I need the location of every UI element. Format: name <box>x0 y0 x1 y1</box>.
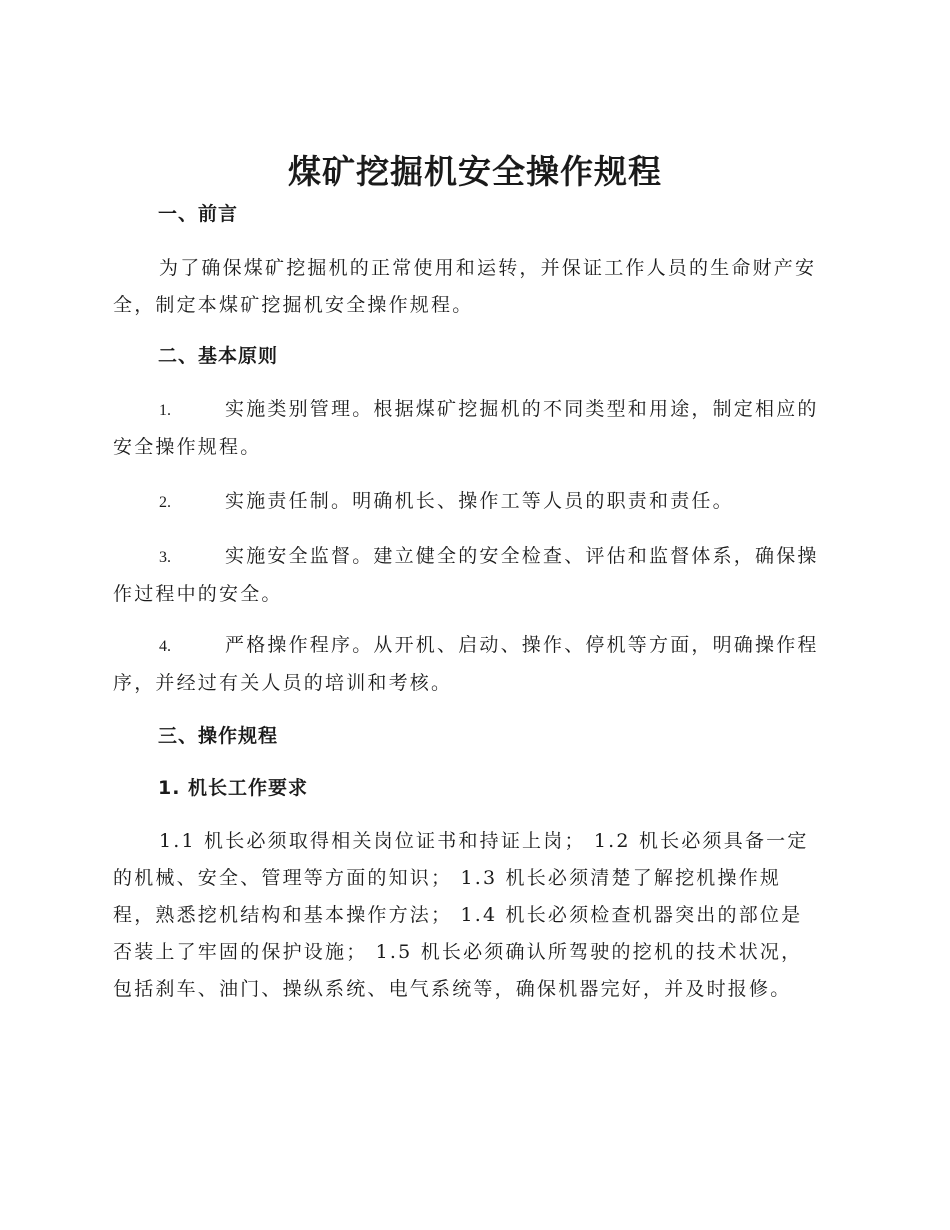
paragraph-line: 程，熟悉挖机结构和基本操作方法； 1.4 机长必须检查机器突出的部位是 <box>113 904 803 926</box>
item-text: 实施责任制。明确机长、操作工等人员的职责和责任。 <box>225 490 734 512</box>
paragraph-line: 为了确保煤矿挖掘机的正常使用和运转，并保证工作人员的生命财产安 <box>159 257 817 279</box>
item-number: 4. <box>159 638 171 655</box>
principle-item-4 <box>113 627 833 702</box>
section-heading-principles: 二、基本原则 <box>158 345 279 367</box>
principle-item-3 <box>113 538 833 613</box>
paragraph-line: 包括刹车、油门、操纵系统、电气系统等，确保机器完好，并及时报修。 <box>113 978 792 1000</box>
item-text-continued: 序，并经过有关人员的培训和考核。 <box>113 672 453 694</box>
paragraph-line: 全，制定本煤矿挖掘机安全操作规程。 <box>113 294 474 316</box>
item-text-continued: 作过程中的安全。 <box>113 583 283 605</box>
principle-item-1 <box>113 391 833 466</box>
principle-item-2 <box>113 483 833 521</box>
item-text-continued: 安全操作规程。 <box>113 436 262 458</box>
item-text: 实施安全监督。建立健全的安全检查、评估和监督体系，确保操 <box>225 545 819 567</box>
preface-paragraph <box>113 250 833 324</box>
item-text: 实施类别管理。根据煤矿挖掘机的不同类型和用途，制定相应的 <box>225 398 819 420</box>
document-title: 煤矿挖掘机安全操作规程 <box>288 152 662 191</box>
item-text: 严格操作程序。从开机、启动、操作、停机等方面，明确操作程 <box>225 634 819 656</box>
paragraph-line: 的机械、安全、管理等方面的知识； 1.3 机长必须清楚了解挖机操作规 <box>113 867 782 889</box>
captain-requirements-paragraph <box>113 823 833 1008</box>
item-number: 2. <box>159 494 171 511</box>
item-number: 1. <box>159 402 171 419</box>
paragraph-line: 否装上了牢固的保护设施； 1.5 机长必须确认所驾驶的挖机的技术状况， <box>113 941 803 963</box>
subheading-captain-requirements: 1. 机长工作要求 <box>158 777 309 799</box>
item-number: 3. <box>159 549 171 566</box>
section-heading-preface: 一、前言 <box>158 203 239 225</box>
section-heading-procedures: 三、操作规程 <box>158 725 279 747</box>
paragraph-line: 1.1 机长必须取得相关岗位证书和持证上岗； 1.2 机长必须具备一定 <box>159 830 809 852</box>
